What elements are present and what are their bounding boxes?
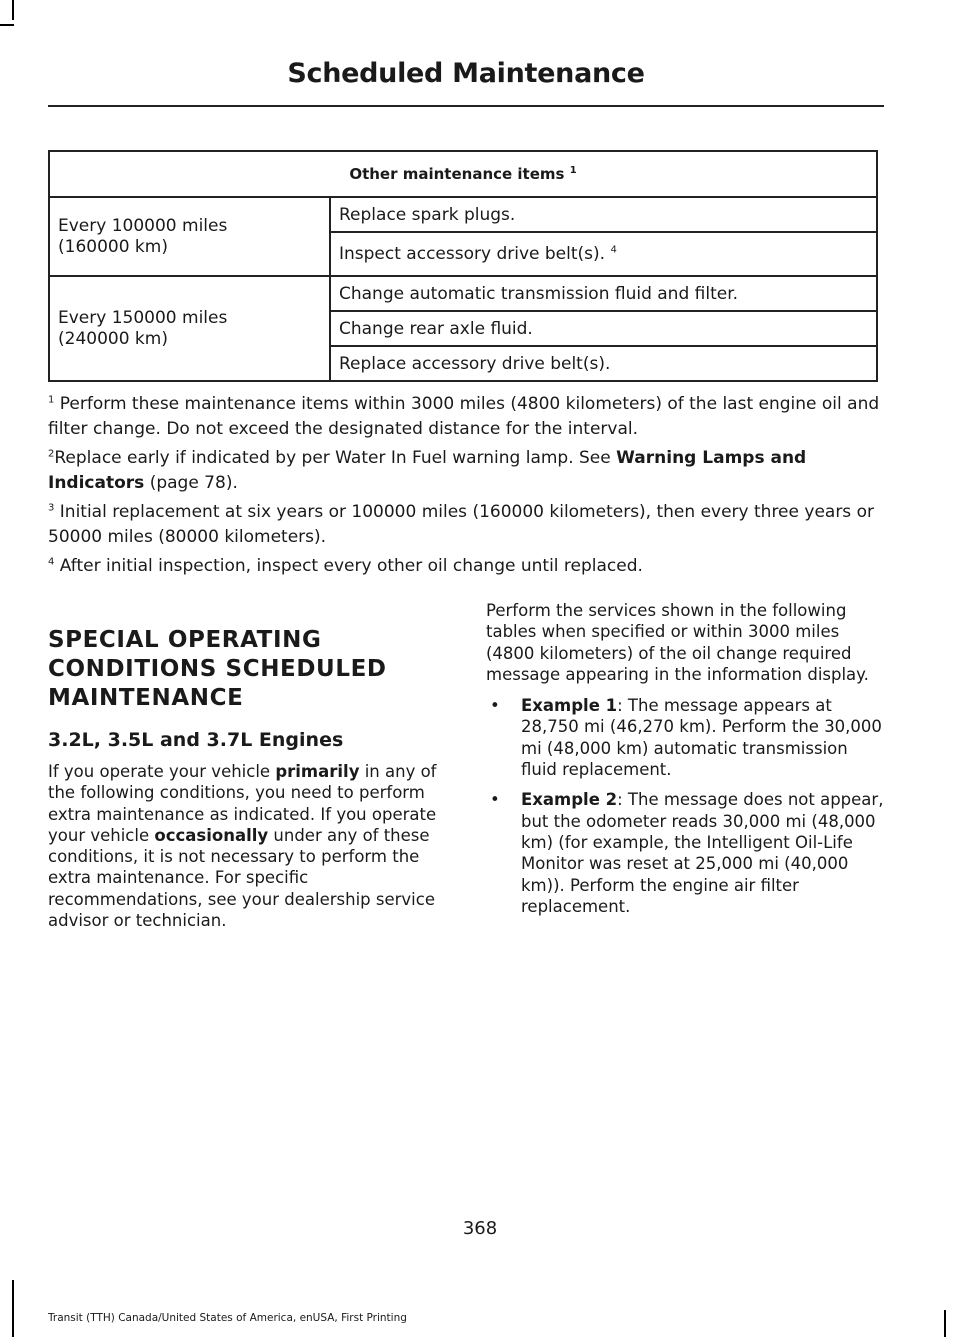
bullet: •	[490, 790, 500, 810]
section-heading-line: SPECIAL OPERATING	[48, 627, 322, 653]
list-item	[486, 789, 884, 917]
bullet: •	[490, 696, 500, 716]
left-column	[48, 626, 453, 931]
intro-paragraph: Perform the services shown in the following tables when specified or within 3000 miles (4800 kilometers) of the oil change required message appearing in the information display.	[486, 601, 869, 684]
footnote-text: Replace early if indicated by per Water In Fuel warning lamp. See	[54, 448, 611, 468]
footnotes	[48, 392, 884, 583]
task-text: Replace spark plugs.	[339, 204, 516, 225]
footer-text: Transit (TTH) Canada/United States of America, enUSA, First Printing	[48, 1312, 407, 1324]
interval-text: (240000 km)	[58, 328, 168, 349]
task-text: Replace accessory drive belt(s).	[339, 353, 611, 374]
right-column	[486, 600, 884, 926]
text: in any of the following conditions, you need to perform extra maintenance as indicated. If you operate your vehicle	[48, 762, 437, 845]
footnote-3	[48, 500, 884, 550]
body-paragraph	[48, 761, 453, 931]
emphasis: primarily	[275, 762, 360, 781]
footnote-2	[48, 446, 884, 496]
footnote-mark: 4	[48, 556, 55, 568]
footnote-mark: 1	[48, 394, 55, 406]
interval-text: (160000 km)	[58, 236, 168, 257]
page-ref: (page 78).	[149, 473, 238, 493]
examples-list	[486, 695, 884, 917]
task-cell	[330, 311, 877, 346]
task-cell	[330, 197, 877, 232]
page-number: 368	[462, 1218, 498, 1239]
emphasis: occasionally	[154, 825, 269, 845]
task-text: Inspect accessory drive belt(s).	[339, 244, 606, 264]
table-header-row	[49, 151, 877, 197]
warning-lamps-link[interactable]: Warning Lamps and Indicators	[48, 448, 807, 493]
section-heading	[48, 626, 453, 713]
section-heading-line: MAINTENANCE	[48, 685, 244, 711]
header-divider	[48, 105, 884, 107]
crop-mark	[12, 0, 14, 20]
task-text: Change rear axle fluid.	[339, 318, 533, 339]
task-text: Change automatic transmission fluid and filter.	[339, 283, 739, 304]
example-label: Example 1	[521, 696, 618, 716]
crop-mark	[12, 1280, 14, 1337]
footnote-text: After initial inspection, inspect every other oil change until replaced.	[59, 556, 643, 576]
page-title: Scheduled Maintenance	[287, 58, 645, 89]
footnote-4	[48, 554, 884, 579]
text: If you operate your vehicle	[48, 762, 271, 781]
interval-cell	[49, 276, 330, 381]
footnote-text: Perform these maintenance items within 3000 miles (4800 kilometers) of the last engine oil and filter change. Do not exceed the designated distance for the interval.	[48, 394, 880, 439]
example-text: : The message appears at 28,750 mi (46,270 km). Perform the 30,000 mi (48,000 km) automatic transmission fluid replacement.	[521, 696, 882, 780]
footnote-text: Initial replacement at six years or 100000 miles (160000 kilometers), then every three years or 50000 miles (80000 kilometers).	[48, 502, 874, 547]
example-label: Example 2	[521, 790, 618, 810]
table-row	[49, 276, 877, 311]
footnote-1	[48, 392, 884, 442]
list-item	[486, 695, 884, 780]
crop-mark	[0, 24, 14, 26]
table-title-text: Other maintenance items	[349, 165, 565, 183]
maintenance-table	[48, 150, 878, 382]
footnote-mark: 3	[48, 502, 55, 514]
interval-cell	[49, 197, 330, 276]
task-cell	[330, 232, 877, 276]
subsection-heading: 3.2L, 3.5L and 3.7L Engines	[48, 729, 344, 751]
table-title	[49, 151, 877, 197]
text: under any of these conditions, it is not necessary to perform the extra maintenance. For specific recommendations, see your dealership service advisor or technician.	[48, 825, 435, 931]
interval-text: Every 150000 miles	[58, 307, 228, 328]
section-heading-line: CONDITIONS SCHEDULED	[48, 656, 387, 682]
crop-mark	[944, 1310, 946, 1337]
footnote-ref: 1	[569, 165, 577, 176]
footnote-mark: 2	[48, 448, 55, 460]
task-cell	[330, 276, 877, 311]
table-row	[49, 197, 877, 232]
example-text: : The message does not appear, but the odometer reads 30,000 mi (48,000 km) (for example, the Intelligent Oil-Life Monitor was reset at 25,000 mi (40,000 km)). Perform the engine air filter replacement.	[521, 790, 884, 916]
footnote-ref: 4	[610, 244, 617, 256]
interval-text: Every 100000 miles	[58, 215, 228, 236]
task-cell	[330, 346, 877, 381]
